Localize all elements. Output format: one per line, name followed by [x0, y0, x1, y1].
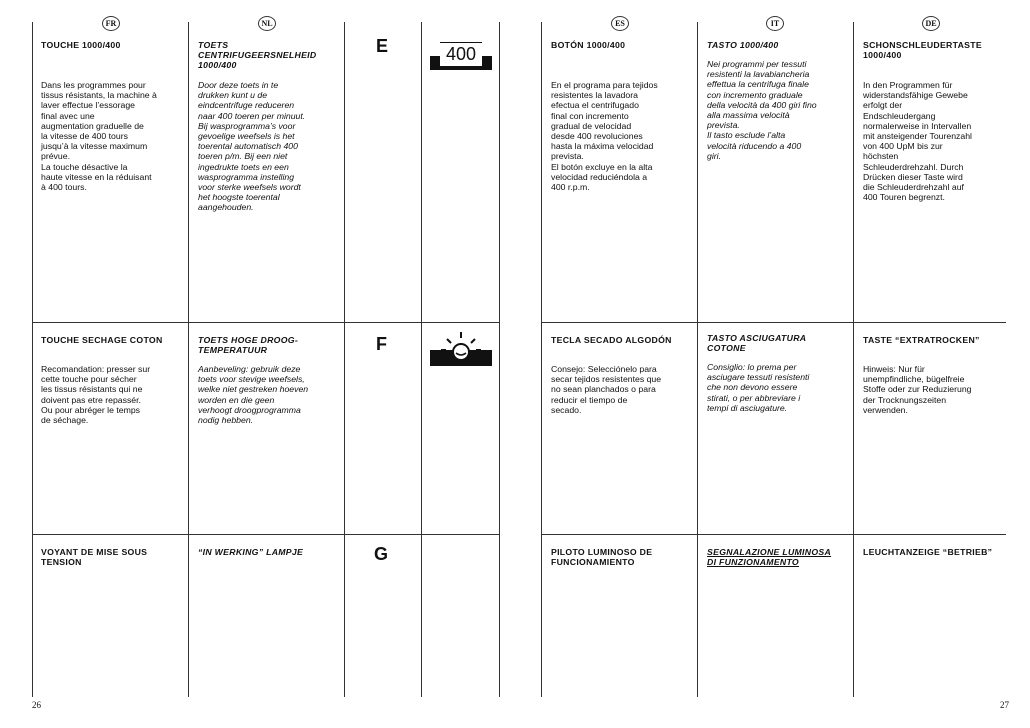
nl-toets-title: TOETS CENTRIFUGEERSNELHEID 1000/400 [198, 40, 317, 71]
language-badge-nl: NL [258, 16, 276, 31]
page-number-left: 26 [32, 700, 41, 710]
column-rule [541, 22, 542, 697]
row-rule [32, 534, 499, 535]
nl-lampje-title: “IN WERKING” LAMPJE [198, 547, 304, 557]
it-asciugatura-body: Consiglio: lo prema per asciugare tessuti resistenti che non devono essere stirati, o per abbreviare i tempi di asciugature. [707, 362, 810, 413]
de-leuchtanzeige-title: LEUCHTANZEIGE “BETRIEB” [863, 547, 993, 557]
es-piloto-title: PILOTO LUMINOSO DE FUNCIONAMIENTO [551, 547, 653, 568]
row-letter-e: E [376, 36, 389, 56]
column-rule [421, 22, 422, 697]
language-badge-fr: FR [102, 16, 120, 31]
row-rule [541, 322, 1006, 323]
es-secado-body: Consejo: Selecciónelo para secar tejidos resistentes que no sean planchados o para reducir el tiempo de secado. [551, 364, 662, 415]
column-rule [499, 22, 500, 697]
row-rule [32, 322, 499, 323]
fr-sechage-title: TOUCHE SECHAGE COTON [41, 335, 163, 345]
nl-toets-body: Door deze toets in te drukken kunt u de eindcentrifuge reduceren naar 400 toeren per minuut. Bij wasprogramma’s voor gevoelige weefsels is het toerental automatisch 400 toeren p/m. Bij een niet ingedrukte toets en een wasprogramma instelling voor sterke weefsels wordt het hoogste toerental aangehouden. [198, 80, 306, 213]
column-rule [853, 22, 854, 697]
spin-400-icon-text: 400 [445, 44, 477, 64]
fr-touche-1000-body: Dans les programmes pour tissus résistants, la machine à laver effectue l’essorage final avec une augmentation graduelle de la vitesse de 400 tours jusqu’à la vitesse maximum prévue. La touche désactive la haute vitesse en la réduisant à 400 tours. [41, 80, 157, 193]
column-rule [697, 22, 698, 697]
de-schonschleuder-title: SCHONSCHLEUDERTASTE 1000/400 [863, 40, 982, 61]
fr-sechage-body: Recomandation: presser sur cette touche pour sécher les tissus résistants qui ne doivent pas etre repassér. Ou pour abréger le temps de séchage. [41, 364, 151, 426]
it-asciugatura-title: TASTO ASCIUGATURA COTONE [707, 333, 807, 354]
es-boton-body: En el programa para tejidos resistentes la lavadora efectua el centrifugado final con incremento gradual de velocidad desde 400 revoluciones hasta la máxima velocidad prevista. El botón excluye en la alta velocidad reduciéndola a 400 r.p.m. [551, 80, 658, 193]
column-rule [188, 22, 189, 697]
row-letter-g: G [374, 544, 389, 564]
it-tasto-title: TASTO 1000/400 [707, 40, 779, 50]
it-segnalazione-title: SEGNALAZIONE LUMINOSA DI FUNZIONAMENTO [707, 547, 832, 568]
language-badge-it: IT [766, 16, 784, 31]
language-badge-de: DE [922, 16, 940, 31]
fr-touche-1000-title: TOUCHE 1000/400 [41, 40, 121, 50]
row-rule [541, 534, 1006, 535]
page-number-right: 27 [1000, 700, 1009, 710]
es-boton-title: BOTÓN 1000/400 [551, 40, 626, 50]
nl-droog-title: TOETS HOGE DROOG- TEMPERATUUR [198, 335, 299, 356]
language-badge-es: ES [611, 16, 629, 31]
spin-400-icon [430, 40, 492, 72]
nl-droog-body: Aanbeveling: gebruik deze toets voor stevige weefsels, welke niet gestreken hoeven worden en die geen verhoogt droogprogramma nodig hebben. [198, 364, 309, 426]
it-tasto-body: Nei programmi per tessuti resistenti la lavabiancheria effettua la centrifuga finale con incremento graduale della velocità da 400 giri fino alla massima velocità prevista. Il tasto esclude l’alta velocità riducendo a 400 giri. [707, 59, 817, 161]
de-extratrocken-title: TASTE “EXTRATROCKEN” [863, 335, 980, 345]
de-extratrocken-body: Hinweis: Nur für unempfindliche, bügelfreie Stoffe oder zur Reduzierung der Trocknungszeiten verwenden. [863, 364, 972, 415]
es-secado-title: TECLA SECADO ALGODÓN [551, 335, 672, 345]
column-rule [32, 22, 33, 697]
fr-voyant-title: VOYANT DE MISE SOUS TENSION [41, 547, 148, 568]
row-letter-f: F [376, 334, 387, 354]
sun-drying-icon [430, 328, 492, 368]
de-schonschleuder-body: In den Programmen für widerstandsfähige Gewebe erfolgt der Endschleudergang normalerweise in Intervallen mit ansteigender Tourenzahl von 400 UpM bis zur höchsten Schleuderdrehzahl. Durch Drücken dieser Taste wird die Schleuderdrehzahl auf 400 Touren begrenzt. [863, 80, 972, 203]
column-rule [344, 22, 345, 697]
